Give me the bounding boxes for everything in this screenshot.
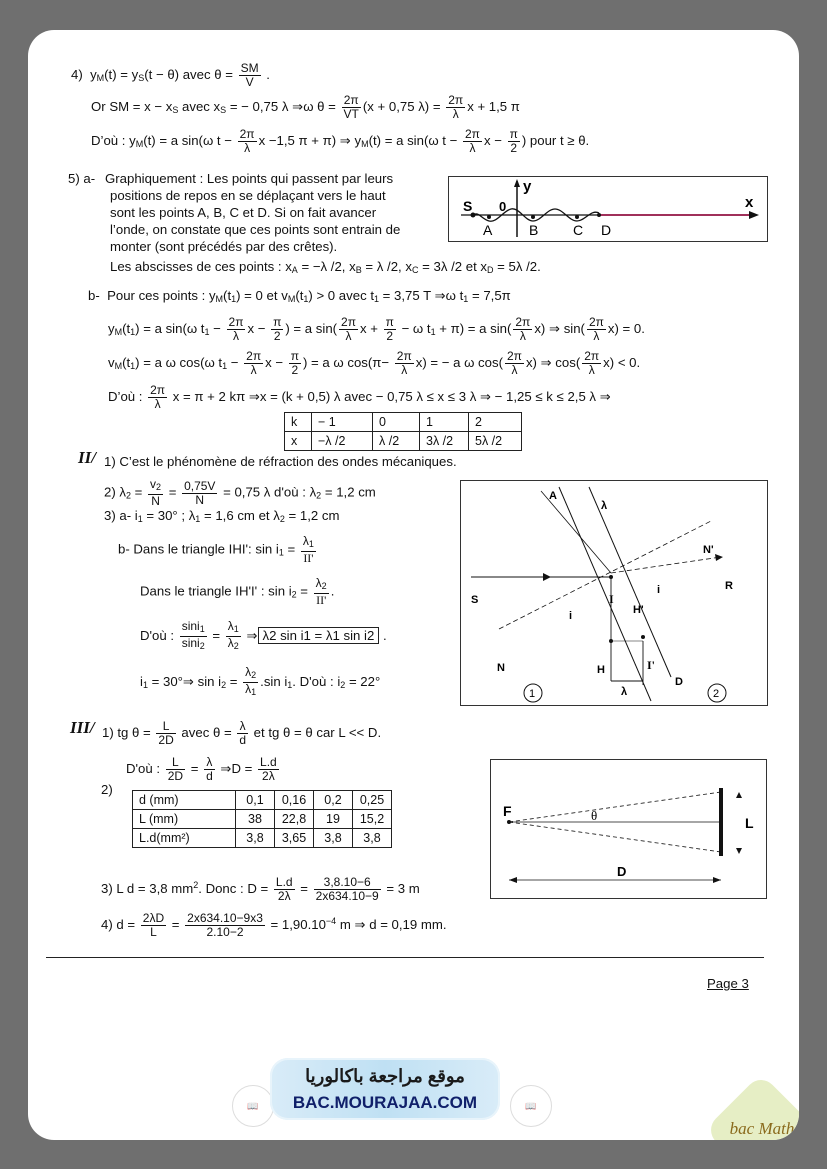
label-i2-top: i (657, 584, 661, 596)
section2-line6: D'où : $\frac{\sin i_1}{\sin i_2}$ = $\frac{\lambda_1}{\lambda_2}$ ⇒ λ2 sin i1 = λ1 sin i2 . (140, 619, 387, 651)
lower-ray (509, 822, 721, 852)
point-d (597, 213, 601, 217)
normal-line (499, 521, 711, 629)
k-row (285, 413, 522, 432)
page (28, 30, 799, 1140)
section3-line5: 4) d = $\frac{2\lambda D}{L}$ = $\frac{2x634.10-9x3}{2.10-2}$ = $1,90.10^{-4}$ m ⇒ d = 0,19 mm. (101, 911, 447, 939)
site-logo-left: 📖 (232, 1085, 274, 1127)
label-i-prime: I' (647, 658, 656, 672)
point-c (575, 215, 579, 219)
l-cell: 19 (314, 810, 353, 829)
section2-line2: 2) $\lambda_2$ = $\frac{v_2}{N}$ = $\frac{0,75V}{N}$ = 0,75 λ d'où : $\lambda_2 = 1,2$ cm (104, 477, 376, 508)
refracted-ray (611, 557, 721, 573)
wave-figure (448, 176, 768, 242)
point-b (531, 215, 535, 219)
section-3-heading: III/ (70, 718, 95, 737)
refracted-arrow (715, 554, 723, 561)
label-d: D (675, 676, 683, 688)
x-cell: 5λ /2 (469, 432, 522, 451)
d-table (132, 790, 392, 848)
s-label: S (463, 198, 473, 214)
d-cell: 0,1 (236, 791, 275, 810)
part5a-text3: sont les points A, B, C et D. Si on fait avancer (110, 205, 377, 220)
x-cell: 3λ /2 (420, 432, 469, 451)
x-arrow (749, 211, 759, 219)
label-theta: θ (591, 808, 598, 823)
y-label: y (523, 178, 532, 195)
origin-label: 0 (499, 199, 507, 214)
c-label: C (573, 222, 584, 238)
b-label: B (529, 222, 539, 238)
ld-cell: 3,8 (353, 829, 392, 848)
banner-url[interactable]: BAC.MOURAJAA.COM (292, 1093, 478, 1112)
slit-point (507, 820, 511, 824)
x-cell: λ /2 (373, 432, 420, 451)
d-label: D (601, 222, 612, 238)
site-banner[interactable] (270, 1058, 500, 1120)
label-h-prime: H' (633, 604, 644, 616)
part4-line2: Or SM = $x - x_S$ avec $x_S$ = − 0,75 λ ⇒ω θ = $\frac{2\pi}{VT}$ (x + 0,75 λ) = $\frac{2\pi}{\lambda}$ x + 1,5 π (91, 93, 520, 121)
d-cell: d (mm) (133, 791, 236, 810)
label-s: S (471, 594, 479, 606)
d-cell: 0,2 (314, 791, 353, 810)
part5b-line3: $v_M(t_1) = a$ ω cos(ω $t_1$ − $\frac{2\pi}{\lambda}$ x − $\frac{\pi}{2}$ ) = a ω cos(π− $\frac{2\pi}{\lambda}$ x) = − a ω cos( $\frac{2\pi}{\lambda}$ x) ⇒ cos( $\frac{2\pi}{\lambda}$ x) < 0. (108, 349, 641, 377)
l-cell: 38 (236, 810, 275, 829)
wave-diagram (449, 177, 767, 241)
result-box: λ2 sin i1 = λ1 sin i2 (258, 627, 380, 644)
section3-line4: 3) L d = 3,8 $mm^2$. Donc : D = $\frac{L.d}{2\lambda}$ = $\frac{3,8.10-6}{2x634.10-9}$ = 3 m (101, 875, 420, 903)
label-f: F (503, 803, 512, 819)
label-lambda1: λ (621, 686, 628, 698)
l-row (133, 810, 392, 829)
a-label: A (483, 222, 493, 238)
section3-line2: D'où : $\frac{L}{2D}$ = $\frac{\lambda}{d}$ ⇒D = $\frac{L.d}{2\lambda}$ (126, 755, 277, 783)
interface-line-2 (589, 487, 671, 677)
part5a-text4: l’onde, on constate que ces points sont entrain de (110, 222, 401, 237)
part5b-line2: $y_M(t_1) = a$ sin(ω $t_1$ − $\frac{2\pi}{\lambda}$ x − $\frac{\pi}{2}$ ) = a sin( $\frac{2\pi}{\lambda}$ x + $\frac{\pi}{2}$ − ω $t_1 + \pi) = a$ sin( $\frac{2\pi}{\lambda}$ x) ⇒ sin( $\frac{2\pi}{\lambda}$ x) = 0. (108, 315, 645, 343)
part5b-line4: D’où : $\frac{2\pi}{\lambda}$ x = π + 2 kπ ⇒x = (k + 0,5) λ avec − 0,75 λ ≤ x ≤ 3 λ ⇒ − 1,25 ≤ k ≤ 2,5 λ ⇒ (108, 383, 611, 411)
ld-cell: 3,8 (236, 829, 275, 848)
part5b-line1: b- Pour ces points : $y_M(t_1) = 0$ et $v_M(t_1) > 0$ avec $t_1 = 3,75$ T ⇒ω $t_1 = 7,5\pi$ (88, 288, 511, 304)
label-r: R (725, 580, 733, 592)
banner-arabic: موقع مراجعة باكالوريا (305, 1066, 465, 1086)
part5a-label: 5) a- (68, 171, 96, 186)
ld-row (133, 829, 392, 848)
distance-arrow-right (713, 877, 721, 883)
x-label: x (745, 194, 754, 211)
part4-line3: D’où : $y_M(t) = a$ sin(ω t − $\frac{2\pi}{\lambda}$ x −1,5 π + π) ⇒ $y_M(t) = a$ sin(ω t − $\frac{2\pi}{\lambda}$ x − $\frac{\pi}{2}$ ) pour t ≥ θ. (91, 127, 590, 155)
section-2-heading: II/ (78, 448, 96, 467)
ld-cell: L.d(mm²) (133, 829, 236, 848)
k-cell: 0 (373, 413, 420, 432)
l-arrow-down (736, 848, 742, 854)
section2-line5: Dans le triangle IH'I' : $\sin i_2$ = $\frac{\lambda_2}{II'}$ . (140, 576, 335, 607)
ld-cell: 3,8 (314, 829, 353, 848)
label-h: H (597, 664, 605, 676)
section2-line1: 1) C’est le phénomène de réfraction des ondes mécaniques. (104, 454, 457, 469)
refraction-figure (460, 480, 768, 706)
distance-arrow-left (509, 877, 517, 883)
part4-line1: 4) $y_M(t) = y_S(t - \theta)$ avec θ = $\frac{SM}{V}$ . (71, 61, 270, 89)
x-cell: −λ /2 (312, 432, 373, 451)
k-table (284, 412, 522, 451)
ld-cell: 3,65 (275, 829, 314, 848)
section2-line7: $i_1$ = 30°⇒ $\sin i_2$ = $\frac{\lambda_2}{\lambda_1}$ .sin $i_1$. D'où : $i_2 = 22^\circ$ (140, 665, 381, 697)
label-lambda2: λ (601, 500, 608, 512)
page-number: Page 3 (707, 976, 749, 991)
part5a-text2: positions de repos en se déplaçant vers le haut (110, 188, 386, 203)
upper-ray (509, 792, 721, 822)
section3-line3: 2) (101, 782, 113, 797)
diffraction-diagram (491, 760, 766, 898)
part5a-text5: monter (sont précédés par des crêtes). (110, 239, 338, 254)
k-cell: − 1 (312, 413, 373, 432)
x-cell: x (285, 432, 312, 451)
point-i-prime (641, 635, 645, 639)
section2-line4: b- Dans le triangle IHI': $\sin i_1$ = $\frac{\lambda_1}{II'}$ (118, 534, 314, 565)
interface-line-1 (559, 487, 651, 701)
refraction-diagram (461, 481, 767, 705)
divider (46, 957, 764, 958)
label-n: N (497, 662, 505, 674)
k-cell: 1 (420, 413, 469, 432)
label-d-distance: D (617, 864, 627, 879)
section2-line3: 3) a- $i_1 = 30^\circ$ ; $\lambda_1 = 1,6$ cm et $\lambda_2 = 1,2$ cm (104, 508, 340, 524)
bacmath-logo-text: bac Math (729, 1119, 795, 1138)
point-i (609, 575, 613, 579)
k-cell: 2 (469, 413, 522, 432)
y-arrow (514, 179, 520, 187)
label-l: L (745, 815, 754, 831)
point-h (609, 639, 613, 643)
diffraction-figure (490, 759, 767, 899)
part5a-text6: Les abscisses de ces points : $x_A = -\lambda$ /2, $x_B = \lambda$ /2, $x_C = 3\lambda$ /2 et $x_D = 5\lambda$ /2. (110, 259, 541, 275)
l-cell: 15,2 (353, 810, 392, 829)
section3-line1: 1) tg θ = $\frac{L}{2D}$ avec θ = $\frac{\lambda}{d}$ et tg θ = θ car L << D. (102, 719, 382, 747)
l-arrow-up (736, 792, 742, 798)
part5a-text1: Graphiquement : Les points qui passent par leurs (105, 171, 394, 186)
incident-arrow (543, 573, 551, 581)
d-cell: 0,16 (275, 791, 314, 810)
label-medium2: 2 (713, 688, 720, 700)
k-cell: k (285, 413, 312, 432)
label-i: I (609, 592, 614, 606)
point-a (487, 215, 491, 219)
site-logo-right: 📖 (510, 1085, 552, 1127)
label-i1: i (569, 610, 573, 622)
l-cell: 22,8 (275, 810, 314, 829)
d-row (133, 791, 392, 810)
label-n-prime: N' (703, 544, 714, 556)
label-a: A (549, 490, 557, 502)
d-cell: 0,25 (353, 791, 392, 810)
label-medium1: 1 (529, 688, 536, 700)
x-row (285, 432, 522, 451)
l-cell: L (mm) (133, 810, 236, 829)
